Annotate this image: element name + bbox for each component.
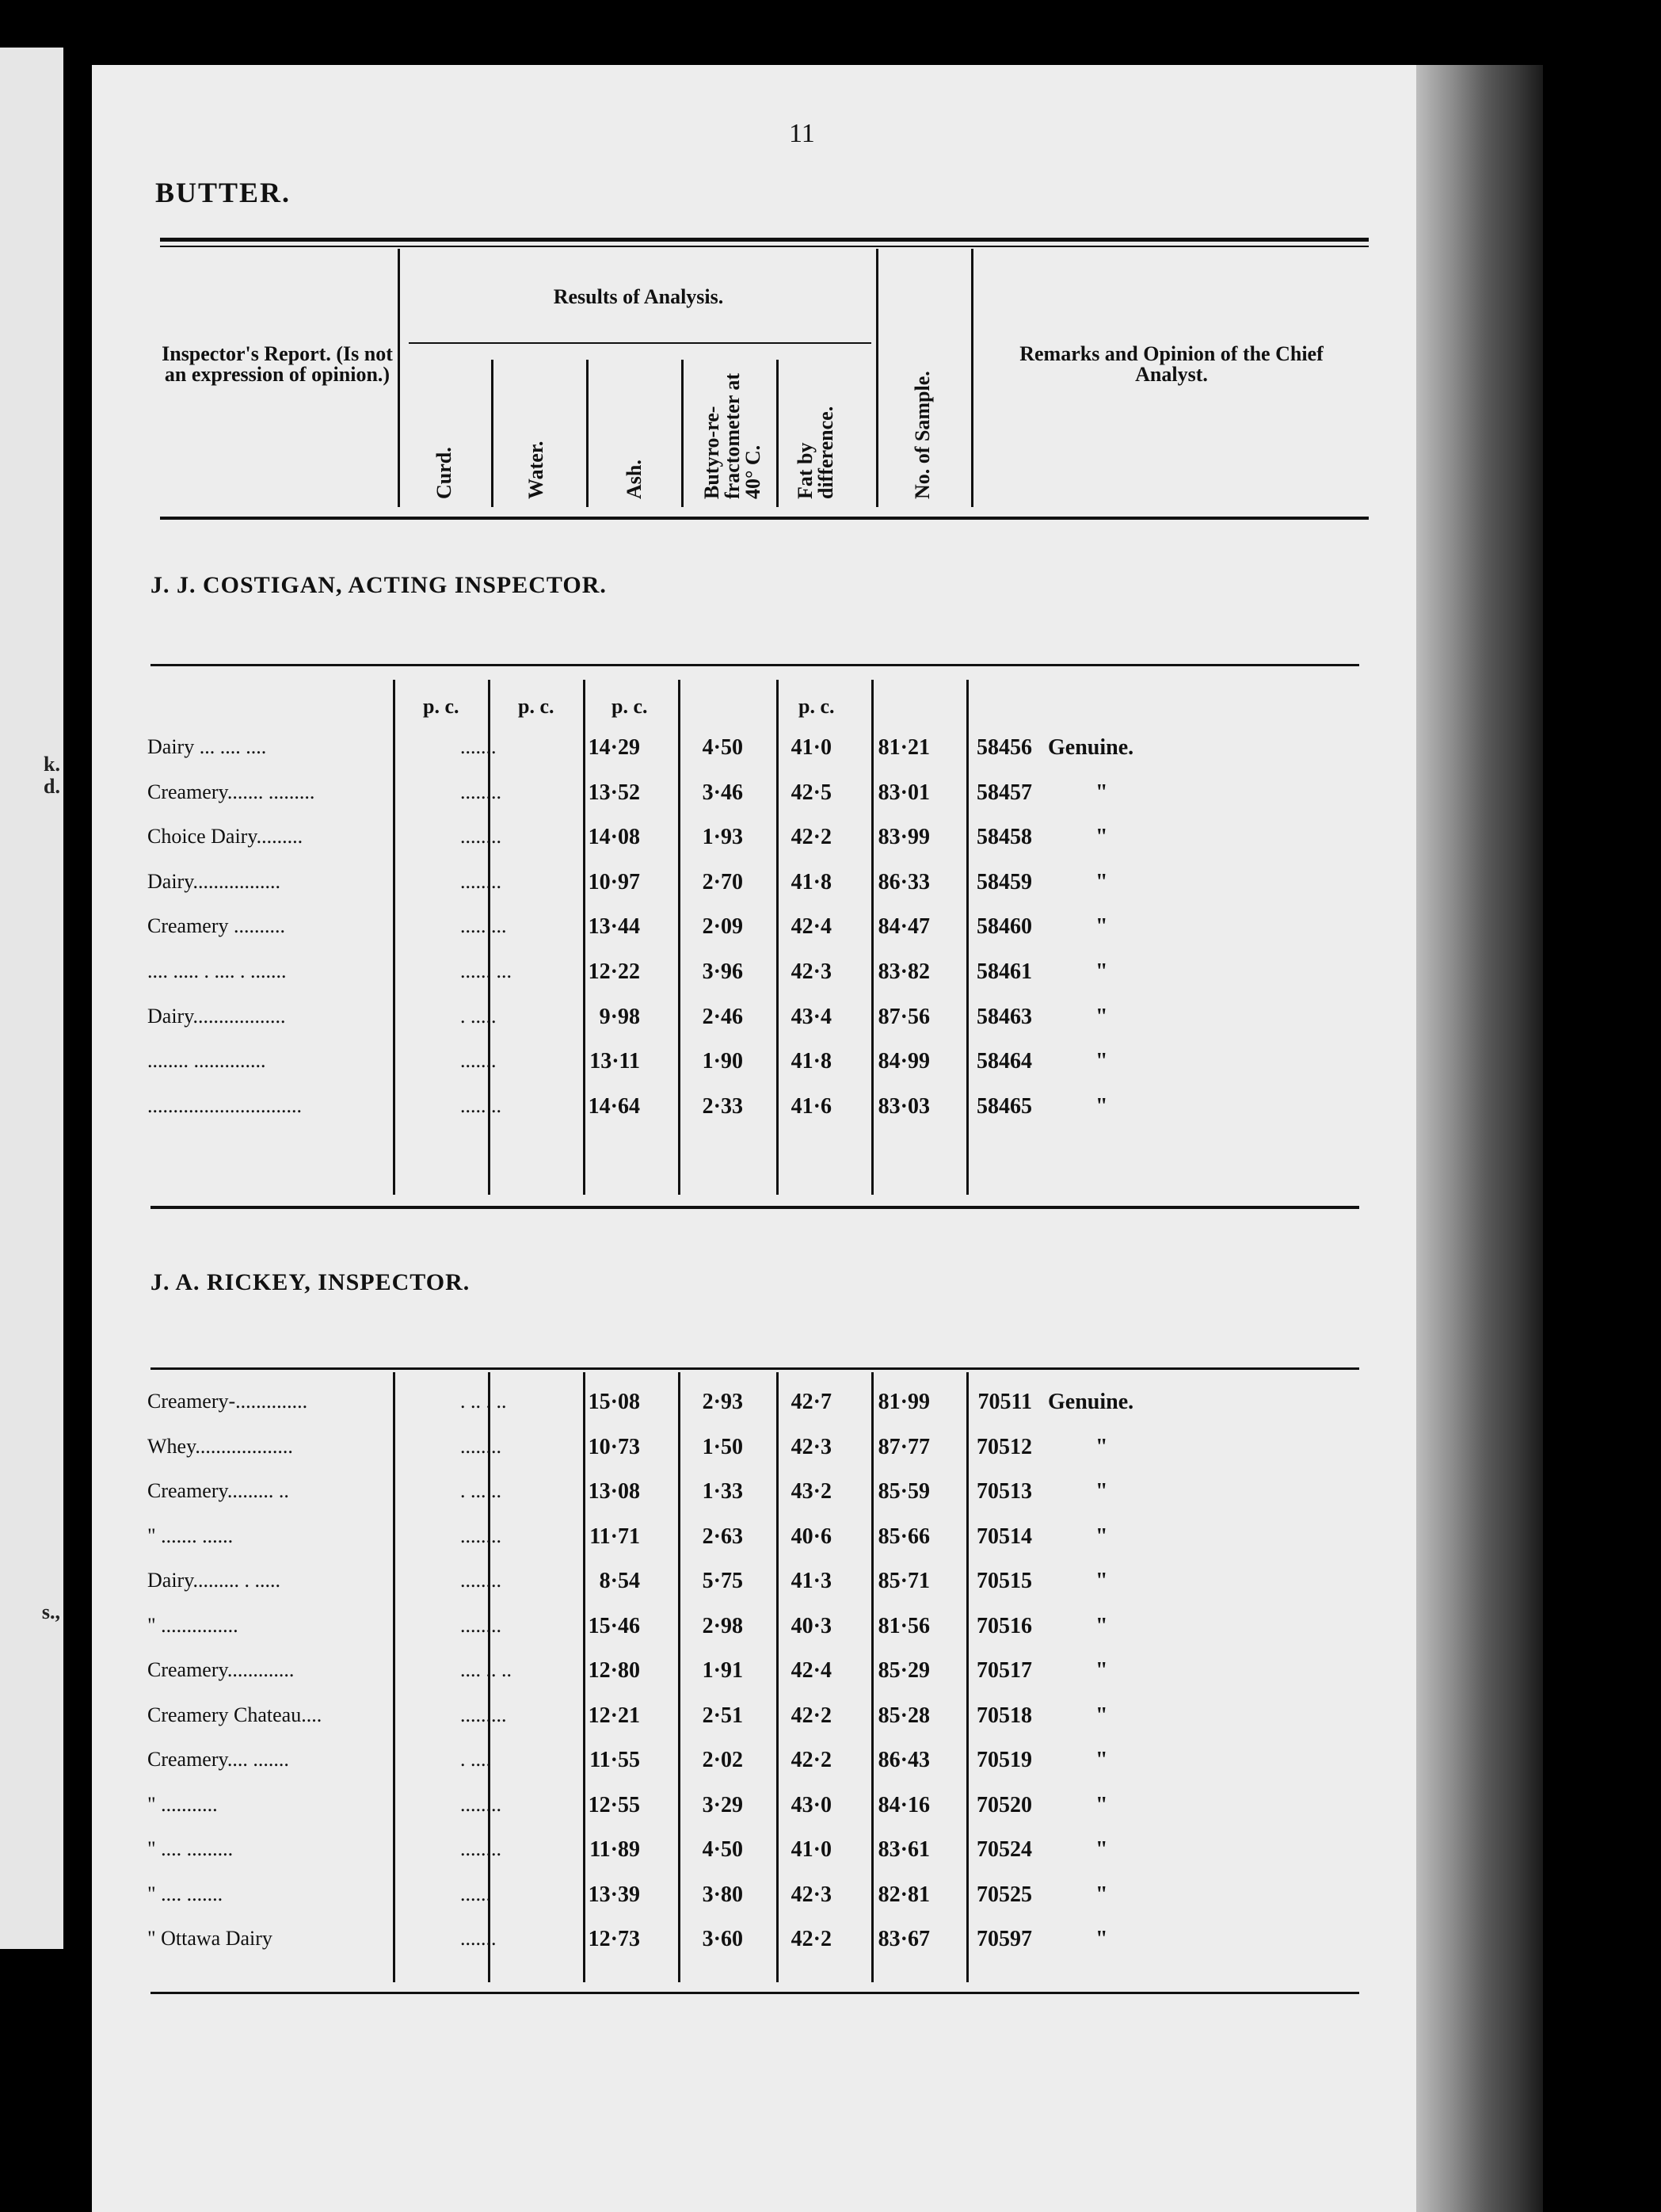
table-row	[147, 1383, 1367, 1428]
cell-report: ..............................	[147, 1093, 302, 1117]
column-divider	[681, 360, 684, 507]
cell-water: 8·54	[599, 1569, 640, 1593]
cell-fat: 82·81	[878, 1882, 930, 1907]
cell-sample: 58459	[977, 869, 1032, 894]
cell-ash: 1·33	[702, 1479, 743, 1504]
cell-butyro: 40·3	[790, 1613, 832, 1638]
table-row	[147, 1428, 1367, 1473]
column-divider	[398, 249, 400, 507]
cell-ash: 3·29	[702, 1792, 743, 1817]
cell-sample: 58464	[977, 1049, 1032, 1074]
cell-fat: 85·28	[878, 1703, 930, 1728]
cell-curd: . .....	[460, 1004, 497, 1028]
table-row	[147, 1088, 1367, 1132]
fragment-text: s.,	[41, 1600, 60, 1623]
cell-sample: 70518	[977, 1703, 1032, 1728]
cell-butyro: 40·6	[790, 1524, 832, 1549]
header-bottom-rule	[160, 517, 1369, 520]
cell-ash: 3·46	[702, 780, 743, 805]
unit-label: p. c.	[798, 695, 835, 718]
section-rule	[150, 664, 1359, 666]
column-divider	[971, 249, 973, 507]
cell-water: 12·55	[588, 1792, 640, 1817]
cell-curd: ........	[460, 1837, 501, 1860]
cell-butyro: 41·0	[790, 1837, 832, 1862]
cell-remark: "	[1095, 1524, 1108, 1549]
cell-remark: "	[1095, 1434, 1108, 1459]
cell-ash: 2·46	[702, 1004, 743, 1029]
adjacent-page-fragment	[0, 48, 63, 1949]
cell-ash: 3·96	[702, 959, 743, 984]
section-bottom-rule	[150, 1992, 1359, 1994]
cell-sample: 58463	[977, 1004, 1032, 1029]
cell-fat: 85·29	[878, 1658, 930, 1683]
section-rule	[150, 1367, 1359, 1370]
table-row	[147, 953, 1367, 997]
table-row	[147, 1518, 1367, 1562]
cell-fat: 83·61	[878, 1837, 930, 1862]
cell-remark: "	[1095, 1569, 1108, 1593]
results-subrule	[409, 342, 871, 344]
cell-water: 13·39	[588, 1882, 640, 1907]
cell-curd: .... .. ..	[460, 1658, 512, 1681]
cell-fat: 84·47	[878, 914, 930, 940]
document-page	[92, 65, 1416, 2212]
cell-water: 11·55	[589, 1748, 640, 1772]
cell-fat: 83·82	[878, 959, 930, 984]
cell-water: 13·11	[589, 1049, 640, 1074]
cell-sample: 70514	[977, 1524, 1032, 1549]
header-col-water: Water.	[524, 440, 547, 499]
header-remarks: Remarks and Opinion of the Chief Analyst.	[1019, 342, 1324, 386]
cell-remark: "	[1095, 1658, 1108, 1683]
cell-fat: 84·16	[878, 1792, 930, 1817]
cell-report: Creamery ..........	[147, 914, 286, 938]
table-row	[147, 1697, 1367, 1741]
cell-report: " .... .......	[147, 1882, 223, 1905]
cell-water: 12·21	[588, 1703, 640, 1728]
header-col-ash: Ash.	[623, 460, 646, 499]
unit-label: p. c.	[611, 695, 648, 718]
cell-butyro: 42·2	[790, 1748, 832, 1772]
cell-water: 11·89	[589, 1837, 640, 1862]
cell-fat: 83·01	[878, 780, 930, 805]
cell-fat: 85·59	[878, 1479, 930, 1504]
cell-ash: 2·63	[702, 1524, 743, 1549]
cell-remark: "	[1095, 1748, 1108, 1772]
cell-ash: 2·51	[702, 1703, 743, 1728]
table-row	[147, 864, 1367, 908]
cell-fat: 83·99	[878, 825, 930, 850]
cell-water: 12·80	[588, 1658, 640, 1683]
cell-curd: .......	[460, 735, 497, 758]
cell-fat: 83·03	[878, 1093, 930, 1119]
cell-sample: 70517	[977, 1658, 1032, 1683]
cell-fat: 87·56	[878, 1004, 930, 1029]
cell-butyro: 42·3	[790, 959, 832, 984]
cell-report: " ...............	[147, 1613, 238, 1637]
cell-butyro: 42·5	[790, 780, 832, 805]
cell-fat: 86·43	[878, 1748, 930, 1772]
cell-sample: 70524	[977, 1837, 1032, 1862]
cell-water: 10·73	[588, 1434, 640, 1459]
cell-water: 11·71	[589, 1524, 640, 1549]
section-title: BUTTER.	[155, 177, 291, 208]
table-row	[147, 774, 1367, 818]
cell-curd: . ....	[460, 1748, 491, 1771]
cell-curd: ........	[460, 1524, 501, 1547]
cell-remark: Genuine.	[1048, 1390, 1134, 1414]
unit-label: p. c.	[518, 695, 554, 718]
cell-remark: "	[1095, 1837, 1108, 1862]
cell-butyro: 42·2	[790, 1927, 832, 1951]
cell-sample: 70597	[977, 1927, 1032, 1951]
cell-water: 9·98	[599, 1004, 640, 1029]
table-row	[147, 1787, 1367, 1831]
unit-label: p. c.	[423, 695, 459, 718]
header-top-rule	[160, 238, 1369, 242]
cell-ash: 4·50	[702, 1837, 743, 1862]
cell-sample: 70513	[977, 1479, 1032, 1504]
cell-water: 10·97	[588, 869, 640, 894]
cell-report: " ...........	[147, 1792, 218, 1816]
cell-sample: 58460	[977, 914, 1032, 940]
cell-report: Creamery Chateau....	[147, 1703, 322, 1726]
column-divider	[876, 249, 878, 507]
cell-sample: 70520	[977, 1792, 1032, 1817]
cell-fat: 81·21	[878, 735, 930, 760]
cell-butyro: 41·3	[790, 1569, 832, 1593]
cell-water: 13·08	[588, 1479, 640, 1504]
cell-remark: "	[1095, 1927, 1108, 1951]
cell-fat: 81·99	[878, 1390, 930, 1414]
cell-water: 14·29	[588, 735, 640, 760]
header-col-butyro: Butyro-re-fractometer at 40° C.	[700, 372, 764, 499]
header-col-fat: Fat by difference.	[794, 406, 837, 499]
cell-ash: 2·98	[702, 1613, 743, 1638]
page-edge-shadow	[1416, 65, 1543, 2212]
table-row	[147, 1831, 1367, 1875]
cell-remark: "	[1095, 1004, 1108, 1029]
cell-report: .... ..... . .... . .......	[147, 959, 287, 982]
cell-remark: "	[1095, 1882, 1108, 1907]
cell-sample: 70516	[977, 1613, 1032, 1638]
cell-sample: 58456	[977, 735, 1032, 760]
fragment-text: d.	[44, 775, 60, 798]
cell-curd: .......	[460, 1049, 497, 1073]
cell-fat: 85·71	[878, 1569, 930, 1593]
cell-remark: "	[1095, 1792, 1108, 1817]
cell-sample: 70525	[977, 1882, 1032, 1907]
section-bottom-rule	[150, 1206, 1359, 1209]
cell-ash: 2·02	[702, 1748, 743, 1772]
cell-remark: "	[1095, 959, 1108, 984]
cell-report: " .... .........	[147, 1837, 234, 1860]
cell-report: Creamery......... ..	[147, 1479, 289, 1502]
page-number: 11	[789, 119, 815, 148]
table-row	[147, 818, 1367, 863]
cell-sample: 58465	[977, 1093, 1032, 1119]
cell-water: 12·22	[588, 959, 640, 984]
cell-curd: ...... ...	[460, 959, 512, 982]
cell-butyro: 43·0	[790, 1792, 832, 1817]
cell-remark: "	[1095, 780, 1108, 805]
table-row	[147, 998, 1367, 1043]
cell-remark: "	[1095, 825, 1108, 850]
cell-butyro: 42·3	[790, 1434, 832, 1459]
cell-water: 13·44	[588, 914, 640, 940]
cell-ash: 1·90	[702, 1049, 743, 1074]
cell-ash: 4·50	[702, 735, 743, 760]
cell-butyro: 42·4	[790, 914, 832, 940]
cell-report: " ....... ......	[147, 1524, 234, 1547]
cell-ash: 5·75	[702, 1569, 743, 1593]
table-row	[147, 1043, 1367, 1087]
table-row	[147, 1562, 1367, 1607]
fragment-text: k.	[44, 753, 60, 776]
cell-remark: "	[1095, 1093, 1108, 1119]
cell-water: 14·64	[588, 1093, 640, 1119]
table-row	[147, 729, 1367, 773]
header-results-of-analysis: Results of Analysis.	[553, 285, 724, 308]
cell-report: Choice Dairy.........	[147, 825, 303, 849]
header-col-sample: No. of Sample.	[911, 371, 934, 499]
cell-butyro: 43·4	[790, 1004, 832, 1029]
cell-ash: 2·09	[702, 914, 743, 940]
cell-curd: .........	[460, 1703, 507, 1726]
cell-sample: 58461	[977, 959, 1032, 984]
cell-water: 14·08	[588, 825, 640, 850]
cell-remark: Genuine.	[1048, 735, 1134, 760]
cell-ash: 3·60	[702, 1927, 743, 1951]
cell-butyro: 42·2	[790, 825, 832, 850]
cell-ash: 2·70	[702, 869, 743, 894]
table-row	[147, 1741, 1367, 1786]
cell-sample: 58457	[977, 780, 1032, 805]
cell-sample: 70512	[977, 1434, 1032, 1459]
cell-ash: 2·93	[702, 1390, 743, 1414]
header-top-rule-thin	[160, 246, 1369, 247]
cell-report: Creamery.............	[147, 1658, 295, 1681]
cell-fat: 84·99	[878, 1049, 930, 1074]
cell-curd: ........	[460, 1613, 501, 1637]
table-row	[147, 1608, 1367, 1652]
cell-butyro: 42·7	[790, 1390, 832, 1414]
cell-curd: ........	[460, 869, 501, 893]
cell-butyro: 42·4	[790, 1658, 832, 1683]
cell-fat: 83·67	[878, 1927, 930, 1951]
cell-butyro: 41·8	[790, 869, 832, 894]
cell-report: Creamery-..............	[147, 1390, 308, 1413]
cell-water: 12·73	[588, 1927, 640, 1951]
cell-remark: "	[1095, 914, 1108, 940]
table-row	[147, 1876, 1367, 1920]
cell-curd: ........	[460, 825, 501, 849]
cell-curd: . .. . ..	[460, 1390, 507, 1413]
cell-sample: 70511	[977, 1390, 1032, 1414]
cell-butyro: 42·3	[790, 1882, 832, 1907]
cell-curd: ........	[460, 1792, 501, 1816]
cell-sample: 58458	[977, 825, 1032, 850]
cell-remark: "	[1095, 1703, 1108, 1728]
cell-report: Creamery....... .........	[147, 780, 315, 803]
cell-sample: 70519	[977, 1748, 1032, 1772]
cell-fat: 81·56	[878, 1613, 930, 1638]
table-row	[147, 1652, 1367, 1696]
cell-report: Dairy ... .... ....	[147, 735, 267, 758]
cell-curd: ......	[460, 1882, 491, 1905]
cell-report: Dairy..................	[147, 1004, 286, 1028]
column-divider	[586, 360, 589, 507]
cell-report: Dairy......... . .....	[147, 1569, 281, 1592]
cell-fat: 86·33	[878, 869, 930, 894]
cell-report: " Ottawa Dairy	[147, 1927, 272, 1950]
cell-fat: 87·77	[878, 1434, 930, 1459]
cell-water: 13·52	[588, 780, 640, 805]
cell-ash: 2·33	[702, 1093, 743, 1119]
cell-ash: 1·93	[702, 825, 743, 850]
column-divider	[776, 360, 779, 507]
cell-report: Whey...................	[147, 1434, 293, 1458]
cell-ash: 3·80	[702, 1882, 743, 1907]
cell-water: 15·08	[588, 1390, 640, 1414]
cell-curd: ........	[460, 780, 501, 803]
cell-curd: ..... ..	[460, 1093, 501, 1117]
column-divider	[491, 360, 493, 507]
cell-curd: ..... ...	[460, 914, 507, 938]
cell-fat: 85·66	[878, 1524, 930, 1549]
cell-report: Dairy.................	[147, 869, 281, 893]
cell-water: 15·46	[588, 1613, 640, 1638]
cell-ash: 1·91	[702, 1658, 743, 1683]
cell-butyro: 42·2	[790, 1703, 832, 1728]
cell-curd: ........	[460, 1569, 501, 1592]
header-inspector-report: Inspector's Report. (Is not an expression of opinion.)	[162, 342, 393, 386]
inspector-heading: J. A. RICKEY, INSPECTOR.	[150, 1269, 470, 1295]
table-row	[147, 1920, 1367, 1965]
cell-curd: .......	[460, 1927, 497, 1950]
inspector-heading: J. J. COSTIGAN, ACTING INSPECTOR.	[150, 572, 607, 598]
header-col-curd: Curd.	[432, 447, 455, 499]
cell-curd: ........	[460, 1434, 501, 1458]
cell-ash: 1·50	[702, 1434, 743, 1459]
cell-butyro: 41·8	[790, 1049, 832, 1074]
cell-report: Creamery.... .......	[147, 1748, 289, 1771]
cell-butyro: 43·2	[790, 1479, 832, 1504]
cell-remark: "	[1095, 1049, 1108, 1074]
cell-sample: 70515	[977, 1569, 1032, 1593]
cell-butyro: 41·0	[790, 735, 832, 760]
table-row	[147, 1473, 1367, 1517]
cell-remark: "	[1095, 1479, 1108, 1504]
table-row	[147, 908, 1367, 952]
cell-remark: "	[1095, 869, 1108, 894]
cell-curd: . ... ..	[460, 1479, 501, 1502]
cell-butyro: 41·6	[790, 1093, 832, 1119]
cell-remark: "	[1095, 1613, 1108, 1638]
cell-report: ........ ..............	[147, 1049, 266, 1073]
